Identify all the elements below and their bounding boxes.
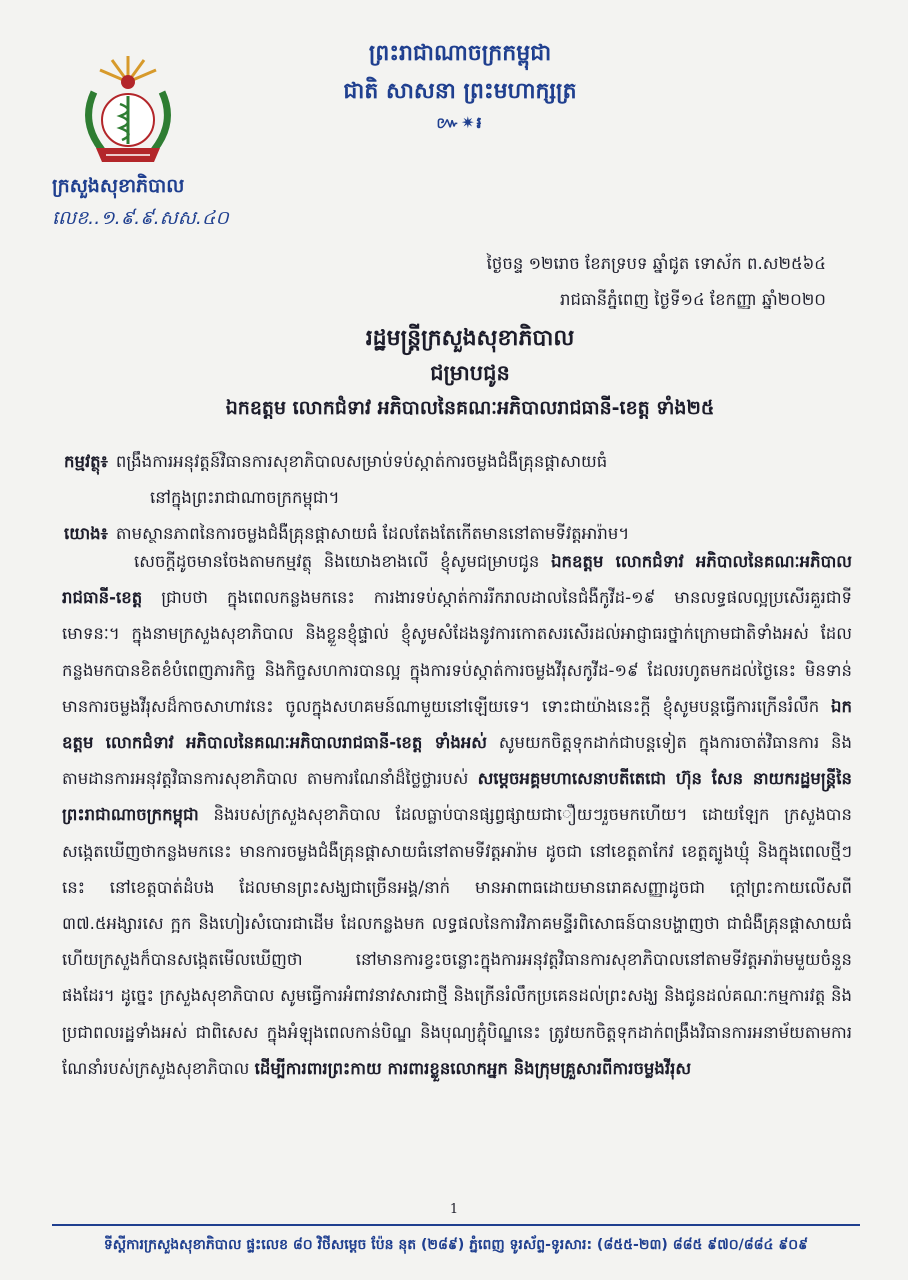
- reference-text: តាមស្ថានភាពនៃការចម្លងជំងឺគ្រុនផ្តាសាយធំ ដែលតែងតែកើតមាននៅតាមទីវត្តអារ៉ាម។: [115, 524, 630, 543]
- reference-label: យោង៖: [64, 524, 108, 543]
- respectfully-line: ជម្រាបជូន: [430, 361, 510, 385]
- subject-line-1: ពង្រឹងការអនុវត្តន៍វិធានការសុខាភិបាលសម្រាប់ទប់ស្កាត់ការចម្លងជំងឺគ្រុនផ្តាសាយធំ: [115, 452, 608, 471]
- body-bold-prime-minister: សម្តេចអគ្គមហាសេនាបតីតេជោ ហ៊ុន សែន នាយករដ្ឋមន្ត្រីនៃព្រះរាជាណាចក្រកម្ពុជា: [62, 769, 852, 825]
- kingdom-title: ព្រះរាជាណាចក្រកម្ពុជា: [368, 41, 552, 66]
- footer-address: ទីស្តីការក្រសួងសុខាភិបាល ផ្ទះលេខ ៨០ វិថីសម្តេច ប៉ែន នុត (២៨៩) ភ្នំពេញ ទូរស័ព្ទ-ទូរសារ: (៨៥៥-២៣) ៨៨៥ ៩៧០/៨៨៤ ៩០៩: [103, 1237, 809, 1253]
- page-number: 1: [449, 1202, 459, 1217]
- addressing-block: [80, 322, 860, 426]
- subject-line-2: នៅក្នុងព្រះរាជាណាចក្រកម្ពុជា។: [150, 488, 340, 507]
- sender-title: រដ្ឋមន្ត្រីក្រសួងសុខាភិបាល: [365, 326, 575, 351]
- body-text-1: សេចក្តីដូចមានចែងតាមកម្មវត្ថុ និងយោងខាងលើ ខ្ញុំសូមជម្រាបជូន: [134, 552, 540, 571]
- body-text-4: និងរបស់ក្រសួងសុខាភិបាល ដែលធ្លាប់បានផ្សព្វផ្សាយជាឿយៗរួចមកហើយ។ ដោយឡែក ក្រសួងបានសង្កេតឃើញថាកន្លងមកនេះ មានការចម្លងជំងឺគ្រុនផ្តាសាយធំនៅតាមទីវត្តអារ៉ាម ដូចជា នៅខេត្តតាកែវ ខេត្តត្បូងឃ្មុំ និងក្នុងពេលថ្មីៗនេះ នៅខេត្តបាត់ដំបង ដែលមានព្រះសង្ឃជាច្រើនអង្គ/នាក់ មានអាពាធដោយមានរោគសញ្ញាដូចជា ក្តៅព្រះកាយលើសពី ៣៧.៥អង្សារសេ ក្អក និងហៀរសំបោរជាដើម ដែលកន្លងមក លទ្ធផលនៃការវិភាគមន្ទីរពិសោធន៍បានបង្ហាញថា ជាជំងឺគ្រុនផ្តាសាយធំ ហើយក្រសួងក៏បានសង្កេតមើលឃើញថា នៅមានការខ្វះចន្លោះក្នុងការអនុវត្តវិធានការសុខាភិបាលនៅតាមទីវត្តអារ៉ាមមួយចំនួនផងដែរ។ ដូច្នេះ ក្រសួងសុខាភិបាល សូមធ្វើការអំពាវនាវសារជាថ្មី និងក្រើនរំលឹកប្រគេនដល់ព្រះសង្ឃ និងជូនដល់គណៈកម្មការវត្ត និងប្រជាពលរដ្ឋទាំងអស់ ជាពិសេស ក្នុងអំឡុងពេលកាន់បិណ្ឌ និងបុណ្យភ្ជុំបិណ្ឌនេះ ត្រូវយកចិត្តទុកដាក់ពង្រឹងវិធានការអនាម័យតាមការណែនាំរបស់ក្រសួងសុខាភិបាល: [62, 805, 852, 1078]
- subject-label: កម្មវត្ថុ៖: [64, 452, 108, 471]
- reference-number: លេខ..១.៩.៩.សស.៤០: [52, 207, 229, 229]
- body-bold-recipient-2: ឯកឧត្តម លោកជំទាវ អភិបាលនៃគណៈអភិបាលរាជធានី-ខេត្ត ទាំងអស់: [62, 696, 852, 753]
- body-text-2: ជ្រាបថា ក្នុងពេលកន្លងមកនេះ ការងារទប់ស្កាត់ការរីករាលដាលនៃជំងឺកូវីដ-១៩ មានលទ្ធផលល្អប្រសើរគួរជាទីមោទនៈ។ ក្នុងនាមក្រសួងសុខាភិបាល និងខ្លួនខ្ញុំផ្ទាល់ ខ្ញុំសូមសំដែងនូវការកោតសរសើរដល់អាជ្ញាធរថ្នាក់ក្រោមជាតិទាំងអស់ ដែលកន្លងមកបានខិតខំបំពេញភារកិច្ច និងកិច្ចសហការបានល្អ ក្នុងការទប់ស្កាត់ការចម្លងវីរុសកូវីដ-១៩ ដែលរហូតមកដល់ថ្ងៃនេះ មិនទាន់មានការចម្លងវីរុសដ៏កាចសាហាវនេះ ចូលក្នុងសហគមន៍ណាមួយនៅឡើយទេ។ ទោះជាយ៉ាងនេះក្តី ខ្ញុំសូមបន្តធ្វើការក្រើនរំលឹក: [62, 588, 852, 716]
- date-block: [487, 246, 826, 318]
- national-motto: ជាតិ សាសនា ព្រះមហាក្សត្រ: [343, 79, 577, 104]
- letter-body: [62, 544, 852, 1087]
- ministry-logo-icon: [72, 52, 184, 172]
- body-bold-recipient-1: ឯកឧត្តម លោកជំទាវ អភិបាលនៃគណៈអភិបាលរាជធានី-ខេត្ត: [62, 552, 852, 608]
- recipient-line: ឯកឧត្តម លោកជំទាវ អភិបាលនៃគណៈអភិបាលរាជធានី-ខេត្ត ទាំង២៥: [225, 397, 715, 419]
- ornament: ៚✷៛: [436, 113, 484, 132]
- ministry-name: ក្រសួងសុខាភិបាល: [52, 175, 185, 197]
- body-text-3: សូមយកចិត្តទុកដាក់ជាបន្តទៀត ក្នុងការចាត់វិធានការ និងតាមដានការអនុវត្តវិធានការសុខាភិបាល តាមការណែនាំដ៏ថ្លៃថ្លារបស់: [62, 733, 852, 789]
- subject-block: [64, 444, 856, 552]
- kingdom-header: [300, 38, 620, 134]
- body-bold-protect: ដើម្បីការពារព្រះកាយ ការពារខ្លួនលោកអ្នក និងក្រុមគ្រួសារពីការចម្លងវីរុស: [254, 1058, 692, 1078]
- footer-divider: [52, 1224, 860, 1226]
- lunar-date: ថ្ងៃចន្ទ ១២រោច ខែភទ្របទ ឆ្នាំជូត ទោស័ក ព.ស២៥៦៤: [486, 254, 826, 273]
- solar-date: រាជធានីភ្នំពេញ ថ្ងៃទី១៤ ខែកញ្ញា ឆ្នាំ២០២០: [560, 290, 826, 309]
- body-paragraph: [62, 544, 852, 1087]
